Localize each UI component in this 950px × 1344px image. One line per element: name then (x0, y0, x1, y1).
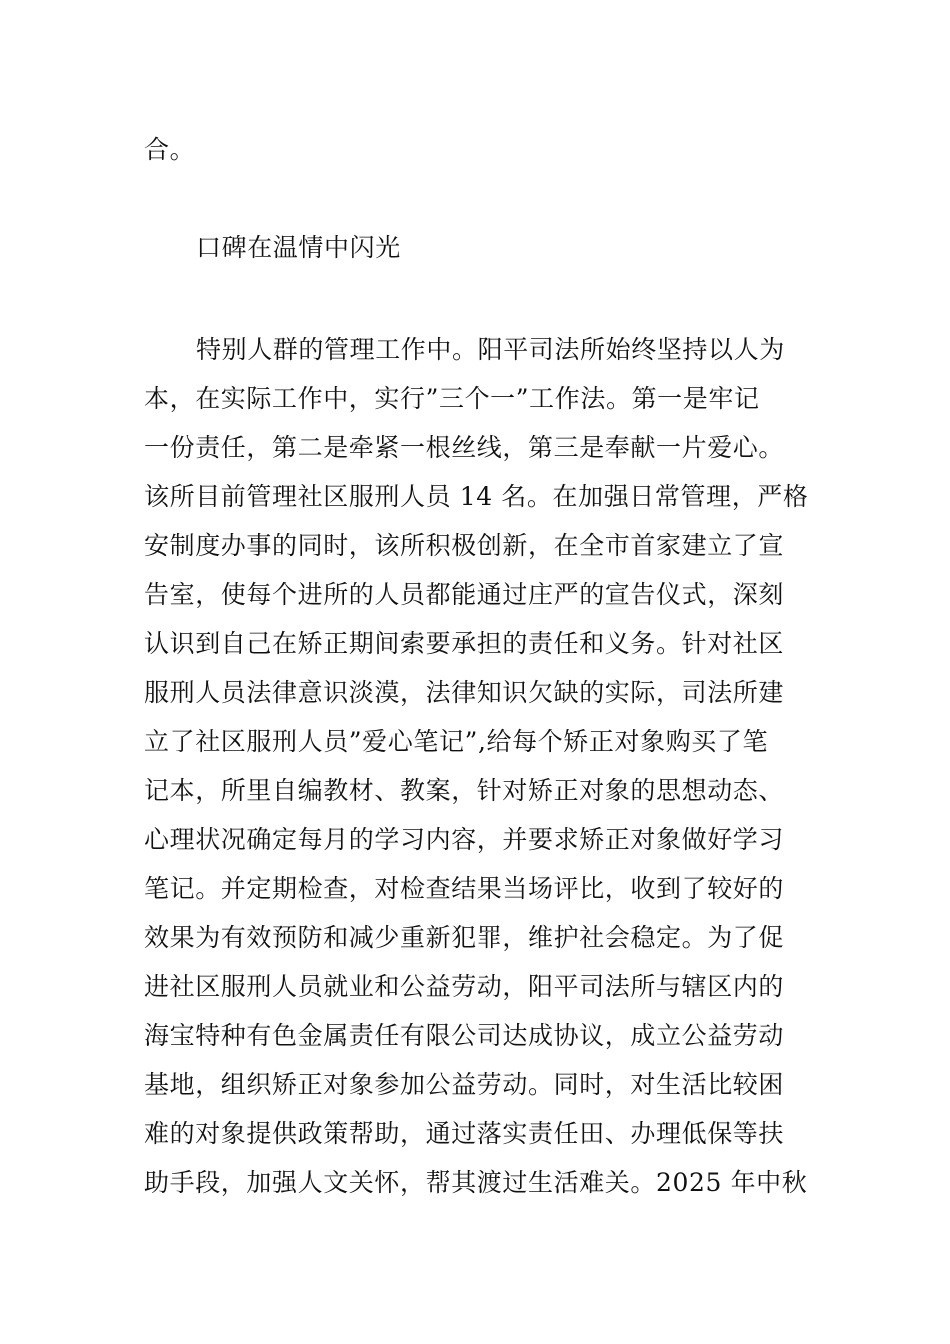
paragraph-line: 进社区服刑人员就业和公益劳动，阳平司法所与辖区内的 (144, 972, 785, 1001)
paragraph-line: 特别人群的管理工作中。阳平司法所始终坚持以人为 (196, 335, 785, 364)
paragraph-line: 记本，所里自编教材、教案，针对矫正对象的思想动态、 (144, 776, 785, 805)
paragraph-line: 告室，使每个进所的人员都能通过庄严的宣告仪式，深刻 (144, 580, 785, 609)
paragraph-line: 笔记。并定期检查，对检查结果当场评比，收到了较好的 (144, 874, 785, 903)
paragraph-line: 服刑人员法律意识淡漠，法律知识欠缺的实际，司法所建 (144, 678, 785, 707)
paragraph-line: 安制度办事的同时，该所积极创新，在全市首家建立了宣 (144, 531, 785, 560)
paragraph-line: 本，在实际工作中，实行”三个一”工作法。第一是牢记 (144, 384, 760, 413)
paragraph-line: 立了社区服刑人员”爱心笔记”,给每个矫正对象购买了笔 (144, 727, 769, 756)
paragraph-line: 海宝特种有色金属责任有限公司达成协议，成立公益劳动 (144, 1021, 785, 1050)
paragraph-line: 助手段，加强人文关怀，帮其渡过生活难关。2025 年中秋 (144, 1168, 808, 1197)
continuation-line: 合。 (144, 135, 196, 164)
paragraph-line: 该所目前管理社区服刑人员 14 名。在加强日常管理，严格 (144, 482, 809, 511)
section-heading: 口碑在温情中闪光 (196, 233, 401, 262)
paragraph-line: 难的对象提供政策帮助，通过落实责任田、办理低保等扶 (144, 1119, 785, 1148)
paragraph-line: 心理状况确定每月的学习内容，并要求矫正对象做好学习 (144, 825, 785, 854)
paragraph-line: 一份责任，第二是牵紧一根丝线，第三是奉献一片爱心。 (144, 433, 785, 462)
paragraph-line: 基地，组织矫正对象参加公益劳动。同时，对生活比较困 (144, 1070, 785, 1099)
paragraph-line: 效果为有效预防和减少重新犯罪，维护社会稳定。为了促 (144, 923, 785, 952)
paragraph-line: 认识到自己在矫正期间索要承担的责任和义务。针对社区 (144, 629, 785, 658)
